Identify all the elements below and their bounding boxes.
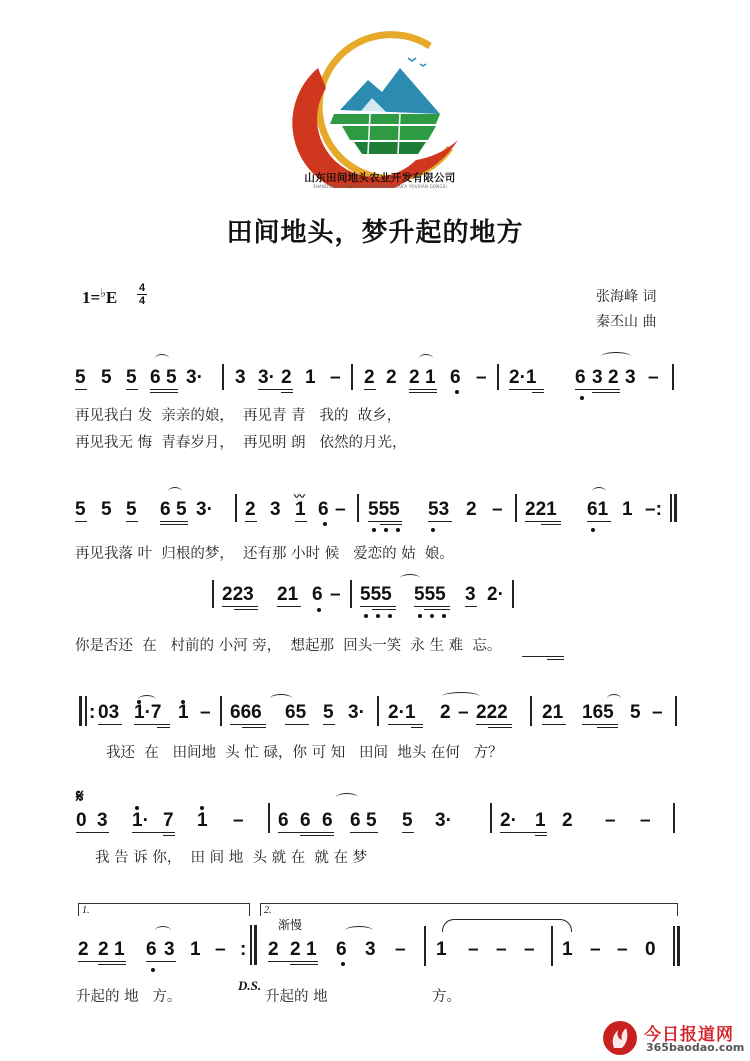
key-signature: 1=♭E [82, 286, 118, 307]
lyrics-line-1a: 再见我白 发 亲亲的娘， 再见青 青 我的 故乡， [75, 408, 402, 424]
watermark-url: 365baodao.com [646, 1041, 745, 1054]
volta-2 [260, 903, 678, 916]
lyrics-line-6b: 升起的 地 [265, 989, 328, 1005]
segno-icon: 𝄋 [76, 786, 84, 807]
lyrics-line-1b: 再见我无 悔 青春岁月， 再见明 朗 依然的月光， [75, 435, 407, 451]
flame-logo-icon [600, 1018, 640, 1058]
composer-credit: 秦丕山 曲 [596, 314, 657, 330]
company-name: 山东田间地头农业开发有限公司 [304, 172, 456, 184]
company-name-pinyin: SHANDONG TIANJIAN DITOU NONGYE KAIFA YOUXIAN GONGSI [313, 184, 447, 189]
tempo-marking: 渐慢 [278, 918, 303, 932]
dal-segno-marking: D.S. [238, 978, 262, 993]
volta-1 [78, 903, 250, 916]
lyrics-line-6a: 升起的 地 方。 [76, 989, 182, 1005]
watermark-name: 今日报道网 [644, 1025, 734, 1045]
time-signature: 4 4 [138, 282, 146, 307]
song-title: 田间地头，梦升起的地方 [226, 218, 524, 248]
lyrics-line-5: 我 告 诉 你， 田 间 地 头 就 在 就 在 梦 [95, 850, 368, 866]
lyrics-line-6c: 方。 [432, 989, 461, 1005]
lyrics-line-3: 你是否还 在 村前的 小河 旁， 想起那 回头一笑 永 生 难 忘。 [75, 638, 502, 654]
company-logo [290, 28, 470, 188]
lyrics-line-4: 我还 在 田间地 头 忙 碌，你 可 知 田间 地头 在何 方？ [106, 745, 503, 761]
lyrics-line-2: 再见我落 叶 归根的梦， 还有那 小时 候 爱恋的 姑 娘。 [75, 546, 454, 562]
watermark [598, 1018, 748, 1058]
lyricist-credit: 张海峰 词 [596, 289, 657, 305]
